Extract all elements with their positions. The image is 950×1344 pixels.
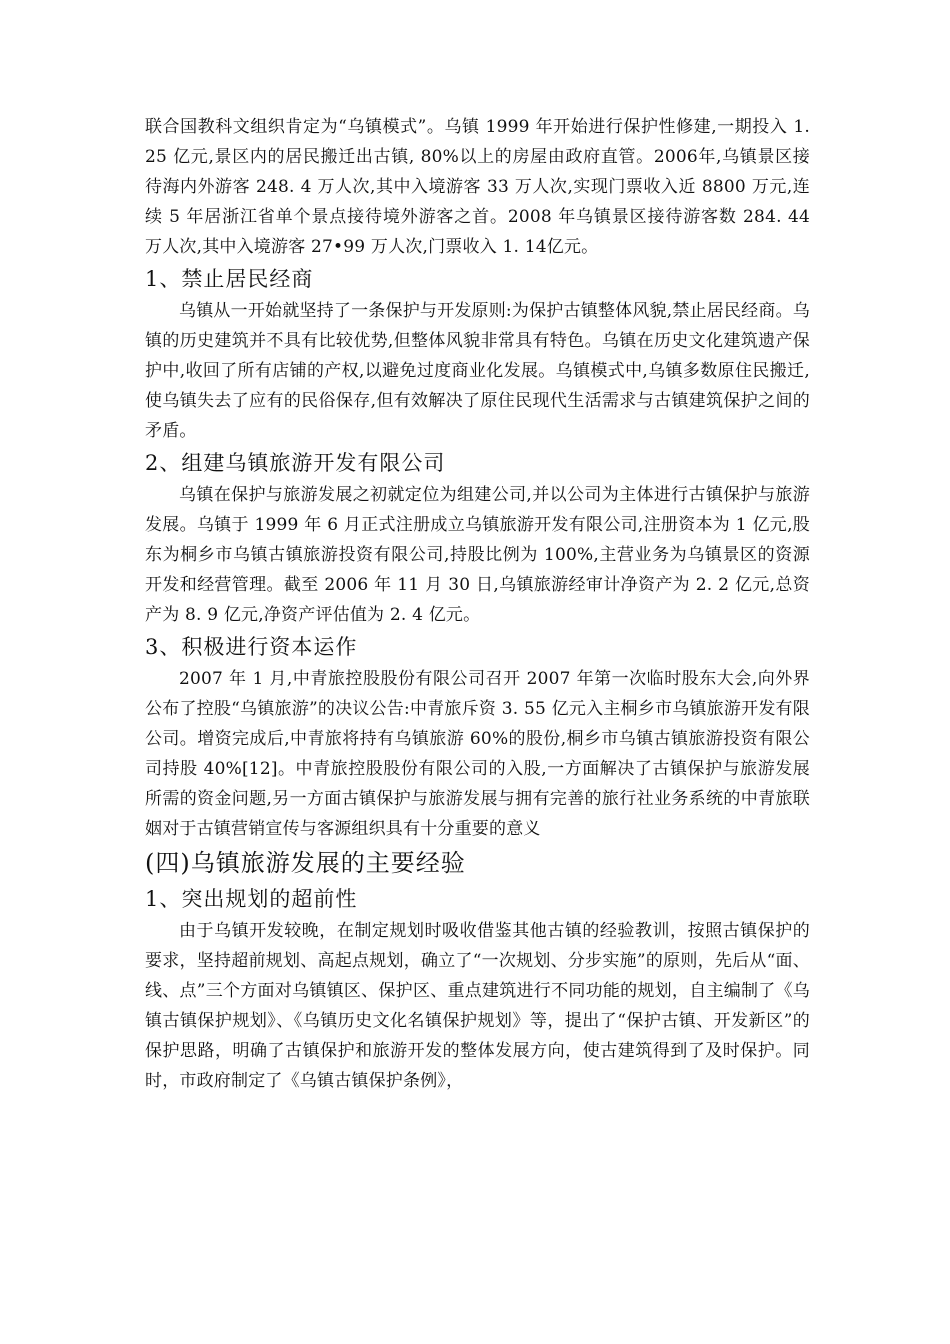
heading-ban-resident-business: 1、禁止居民经商 xyxy=(145,267,314,291)
heading-form-company: 2、组建乌镇旅游开发有限公司 xyxy=(145,451,446,475)
heading-advanced-planning: 1、突出规划的超前性 xyxy=(145,887,358,911)
paragraph-capital-operation: 2007 年 1 月,中青旅控股股份有限公司召开 2007 年第一次临时股东大会,向外界公布了控股“乌镇旅游”的决议公告:中青旅斥资 3. 55 亿元入主桐乡市乌镇旅游开发有限公司。增资完成后,中青旅将持有乌镇旅游 60%的股份,桐乡市乌镇古镇旅游投资有限公司持股 40%[12]。中青旅控股股份有限公司的入股,一方面解决了古镇保护与旅游发展所需的资金问题,另一方面古镇保护与旅游发展与拥有完善的旅行社业务系统的中青旅联姻对于古镇营销宣传与客源组织具有十分重要的意义 xyxy=(145,669,810,839)
heading-capital-operation: 3、积极进行资本运作 xyxy=(145,635,358,659)
paragraph-intro: 联合国教科文组织肯定为“乌镇模式”。乌镇 1999 年开始进行保护性修建,一期投入 1. 25 亿元,景区内的居民搬迁出古镇, 80%以上的房屋由政府直管。2006年,乌镇景区接待海内外游客 248. 4 万人次,其中入境游客 33 万人次,实现门票收入近 8800 万元,连续 5 年居浙江省单个景点接待境外游客之首。2008 年乌镇景区接待游客数 284. 44 万人次,其中入境游客 27•99 万人次,门票收入 1. 14亿元。 xyxy=(145,117,810,257)
document-page xyxy=(145,112,810,1096)
paragraph-advanced-planning: 由于乌镇开发较晚，在制定规划时吸收借鉴其他古镇的经验教训，按照古镇保护的要求，坚持超前规划、高起点规划，确立了“一次规划、分步实施”的原则，先后从“面、线、点”三个方面对乌镇镇区、保护区、重点建筑进行不同功能的规划，自主编制了《乌镇古镇保护规划》、《乌镇历史文化名镇保护规划》等，提出了“保护古镇、开发新区”的保护思路，明确了古镇保护和旅游开发的整体发展方向，使古建筑得到了及时保护。同时，市政府制定了《乌镇古镇保护条例》， xyxy=(145,921,810,1091)
heading-main-experience: (四)乌镇旅游发展的主要经验 xyxy=(145,849,466,877)
paragraph-ban-resident-business: 乌镇从一开始就坚持了一条保护与开发原则:为保护古镇整体风貌,禁止居民经商。乌镇的历史建筑并不具有比较优势,但整体风貌非常具有特色。乌镇在历史文化建筑遗产保护中,收回了所有店铺的产权,以避免过度商业化发展。乌镇模式中,乌镇多数原住民搬迁,使乌镇失去了应有的民俗保存,但有效解决了原住民现代生活需求与古镇建筑保护之间的矛盾。 xyxy=(145,301,810,441)
paragraph-form-company: 乌镇在保护与旅游发展之初就定位为组建公司,并以公司为主体进行古镇保护与旅游发展。乌镇于 1999 年 6 月正式注册成立乌镇旅游开发有限公司,注册资本为 1 亿元,股东为桐乡市乌镇古镇旅游投资有限公司,持股比例为 100%,主营业务为乌镇景区的资源开发和经营管理。截至 2006 年 11 月 30 日,乌镇旅游经审计净资产为 2. 2 亿元,总资产为 8. 9 亿元,净资产评估值为 2. 4 亿元。 xyxy=(145,485,810,625)
